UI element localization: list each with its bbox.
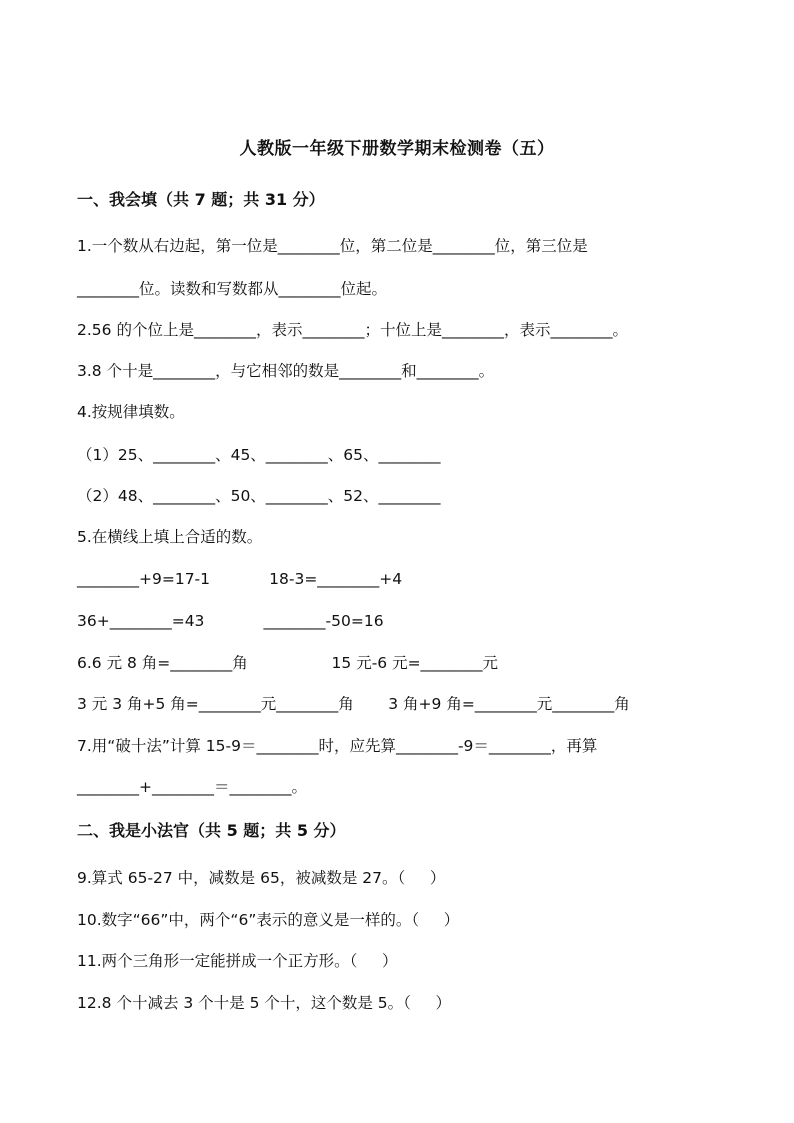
question-line: 6.6 元 8 角=________角 15 元-6 元=________元 xyxy=(77,654,499,672)
question-line: ________+________＝________。 xyxy=(77,778,307,796)
question-line: 10.数字“66”中，两个“6”表示的意义是一样的。（ ） xyxy=(77,911,460,929)
question-line: 9.算式 65-27 中，减数是 65，被减数是 27。（ ） xyxy=(77,869,446,887)
question-line: 3 元 3 角+5 角=________元________角 3 角+9 角=________元________角 xyxy=(77,695,630,713)
question-line: 11.两个三角形一定能拼成一个正方形。（ ） xyxy=(77,952,398,970)
question-line: （2）48、________、50、________、52、________ xyxy=(77,487,441,505)
question-line: 5.在横线上填上合适的数。 xyxy=(77,528,263,546)
question-line: ________+9=17-1 18-3=________+4 xyxy=(77,570,403,588)
question-line: 4.按规律填数。 xyxy=(77,403,185,421)
question-line: （1）25、________、45、________、65、________ xyxy=(77,446,441,464)
section-heading-judge: 二、我是小法官（共 5 题；共 5 分） xyxy=(77,821,346,840)
question-line: ________位。读数和写数都从________位起。 xyxy=(77,280,388,298)
question-line: 7.用“破十法”计算 15-9＝________时，应先算________-9＝________，再算 xyxy=(77,737,598,755)
question-line: 36+________=43 ________-50=16 xyxy=(77,612,384,630)
question-line: 1.一个数从右边起，第一位是________位，第二位是________位，第三位是 xyxy=(77,237,588,255)
page-title: 人教版一年级下册数学期末检测卷（五） xyxy=(239,139,555,159)
question-line: 12.8 个十减去 3 个十是 5 个十，这个数是 5。（ ） xyxy=(77,994,452,1012)
question-line: 3.8 个十是________，与它相邻的数是________和________。 xyxy=(77,362,495,380)
section-heading-fill-in: 一、我会填（共 7 题；共 31 分） xyxy=(77,190,325,209)
question-line: 2.56 的个位上是________，表示________；十位上是________，表示________。 xyxy=(77,321,628,339)
